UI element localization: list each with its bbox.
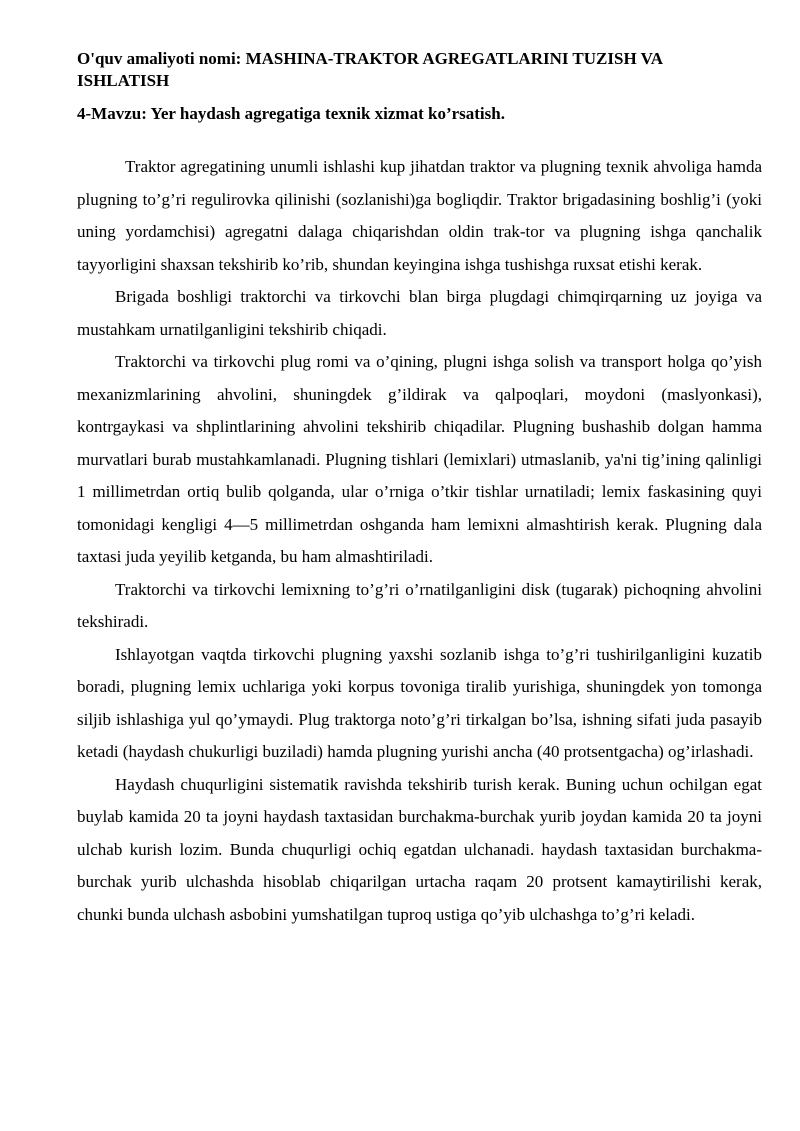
paragraph: Haydash chuqurligini sistematik ravishda tekshirib turish kerak. Buning uchun ochilgan egat buylab kamida 20 ta joyni haydash taxtasidan burchakma-burchak yurib joydan kamida 20 ta joyni ulchab kurish lozim. Bunda chuqurligi ochiq egatdan ulchanadi. haydash taxtasidan burchakma-burchak yurib ulchashda hisoblab chiqarilgan urtacha raqam 20 protsent kamaytirilishi kerak, chunki bunda ulchash asbobini yumshatilgan tuproq ustiga qo’yib ulchashga to’g’ri keladi. [77,774,762,924]
paragraph: Ishlayotgan vaqtda tirkovchi plugning yaxshi sozlanib ishga to’g’ri tushirilganligini kuzatib boradi, plugning lemix uchlariga yoki korpus tovoniga tiralib yurishiga, shuningdek yon tomonga siljib ishlashiga yul qo’ymaydi. Plug traktorga noto’g’ri tirkalgan bo’lsa, ishning sifati juda pasayib ketadi (haydash chukurligi buziladi) hamda plugning yurishi ancha (40 protsentgacha) og’irlashadi. [77,644,762,761]
document-title: O'quv amaliyoti nomi: MASHINA-TRAKTOR AGREGATLARINI TUZISH VA ISHLATISH [77,49,663,90]
topic-heading: 4-Mavzu: Yer haydash agregatiga texnik xizmat ko’rsatish. [77,104,505,123]
document-body [77,151,762,931]
paragraph: Traktorchi va tirkovchi plug romi va o’qining, plugni ishga solish va transport holga qo’yish mexanizmlarining ahvolini, shuningdek g’ildirak va qalpoqlari, moydoni (maslyonkasi), kontrgaykasi va shplintlarining ahvolini tekshirib chiqadilar. Plugning bushashib dolgan hamma murvatlari burab mustahkamlanadi. Plugning tishlari (lemixlari) utmaslanib, ya'ni tig’ining qalinligi 1 millimetrdan ortiq bulib qolganda, ular o’rniga o’tkir tishlar urnatiladi; lemix faskasining quyi tomonidagi kengligi 4—5 millimetrdan oshganda ham lemixni almashtirish kerak. Plugning dala taxtasi juda yeyilib ketganda, bu ham almashtiriladi. [77,352,762,566]
paragraph: Brigada boshligi traktorchi va tirkovchi blan birga plugdagi chimqirqarning uz joyiga va mustahkam urnatilganligini tekshirib chiqadi. [77,287,762,339]
document-page [77,48,762,931]
paragraph: Traktor agregatining unumli ishlashi kup jihatdan traktor va plugning texnik ahvoliga hamda plugning to’g’ri regulirovka qilinishi (sozlanishi)ga bogliqdir. Traktor brigadasining boshlig’i (yoki uning yordamchisi) agregatni dalaga chiqarishdan oldin trak-tor va plugning ishga qanchalik tayyorligini shaxsan tekshirib ko’rib, shundan keyingina ishga tushishga ruxsat etishi kerak. [77,157,762,274]
paragraph: Traktorchi va tirkovchi lemixning to’g’ri o’rnatilganligini disk (tugarak) pichoqning ahvolini tekshiradi. [77,579,762,631]
